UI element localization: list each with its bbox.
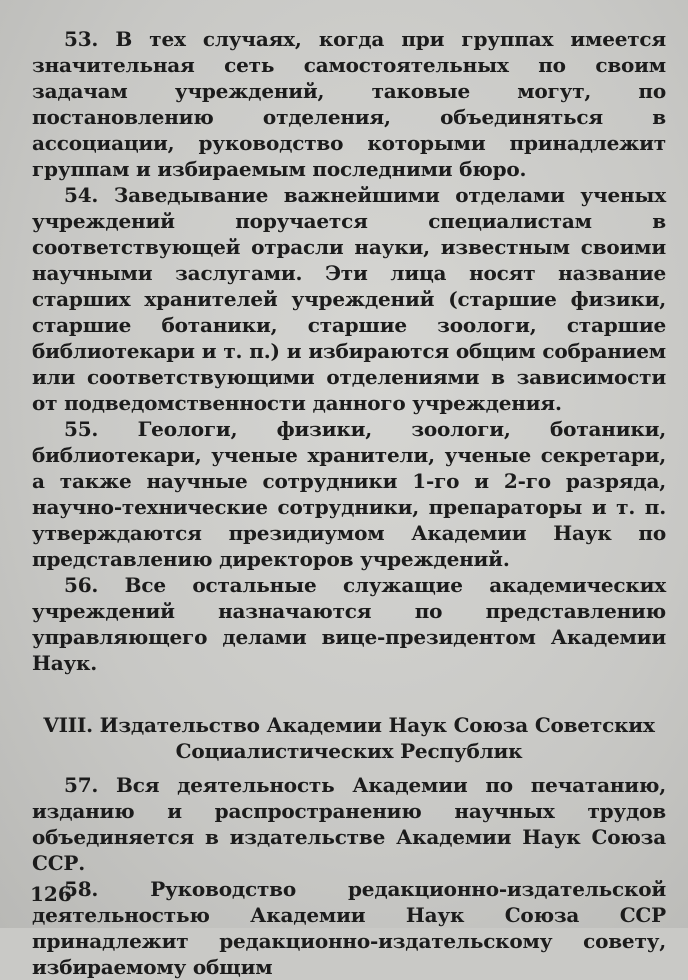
paragraph-57 — [32, 772, 666, 876]
paragraph-number: 54. — [64, 183, 99, 207]
paragraph-number: 53. — [64, 27, 99, 51]
paragraph-text: Геологи, физики, зоологи, ботаники, библиотекари, ученые хранители, ученые секретари, а также научные сотрудники 1-го и 2-го разряда, научно-технические сотрудники, препараторы и т. п. утверждаются президиумом Академии Наук по представлению директоров учреждений. — [32, 417, 666, 571]
page-text — [32, 26, 666, 980]
paragraph-text: Заведывание важнейшими отделами ученых учреждений поручается специалистам в соответствующей отрасли науки, известным своими научными заслугами. Эти лица носят название старших хранителей учреждений (старшие физики, старшие ботаники, старшие зоологи, старшие библиотекари и т. п.) и избираются общим собранием или соответствующими отделениями в зависимости от подведомственности данного учреждения. — [32, 183, 666, 415]
paragraph-number: 58. — [64, 877, 99, 901]
section-heading-line-2: Социалистических Республик — [175, 739, 523, 763]
paragraph-number: 56. — [64, 573, 99, 597]
paragraph-text: В тех случаях, когда при группах имеется значительная сеть самостоятельных по своим задачам учреждений, таковые могут, по постановлению отделения, объединяться в ассоциации, руководство которыми принадлежит группам и избираемым последними бюро. — [32, 27, 666, 181]
paragraph-number: 57. — [64, 773, 99, 797]
paragraph-number: 55. — [64, 417, 99, 441]
paragraph-text: Все остальные служащие академических учреждений назначаются по представлению управляющего делами вице-президентом Академии Наук. — [32, 573, 666, 675]
page-number: 126 — [30, 882, 72, 906]
paragraph-55 — [32, 416, 666, 572]
paragraph-53 — [32, 26, 666, 182]
section-heading-line-1: VIII. Издательство Академии Наук Союза Советских — [43, 713, 655, 737]
paragraph-58 — [32, 876, 666, 980]
paragraph-text: Руководство редакционно-издательской деятельностью Академии Наук Союза ССР принадлежит редакционно-издательскому совету, избираемому общим — [32, 877, 667, 979]
section-heading — [32, 712, 666, 764]
paragraph-54 — [32, 182, 666, 416]
paragraph-56 — [32, 572, 666, 676]
paragraph-text: Вся деятельность Академии по печатанию, изданию и распространению научных трудов объединяется в издательстве Академии Наук Союза ССР. — [32, 773, 666, 875]
